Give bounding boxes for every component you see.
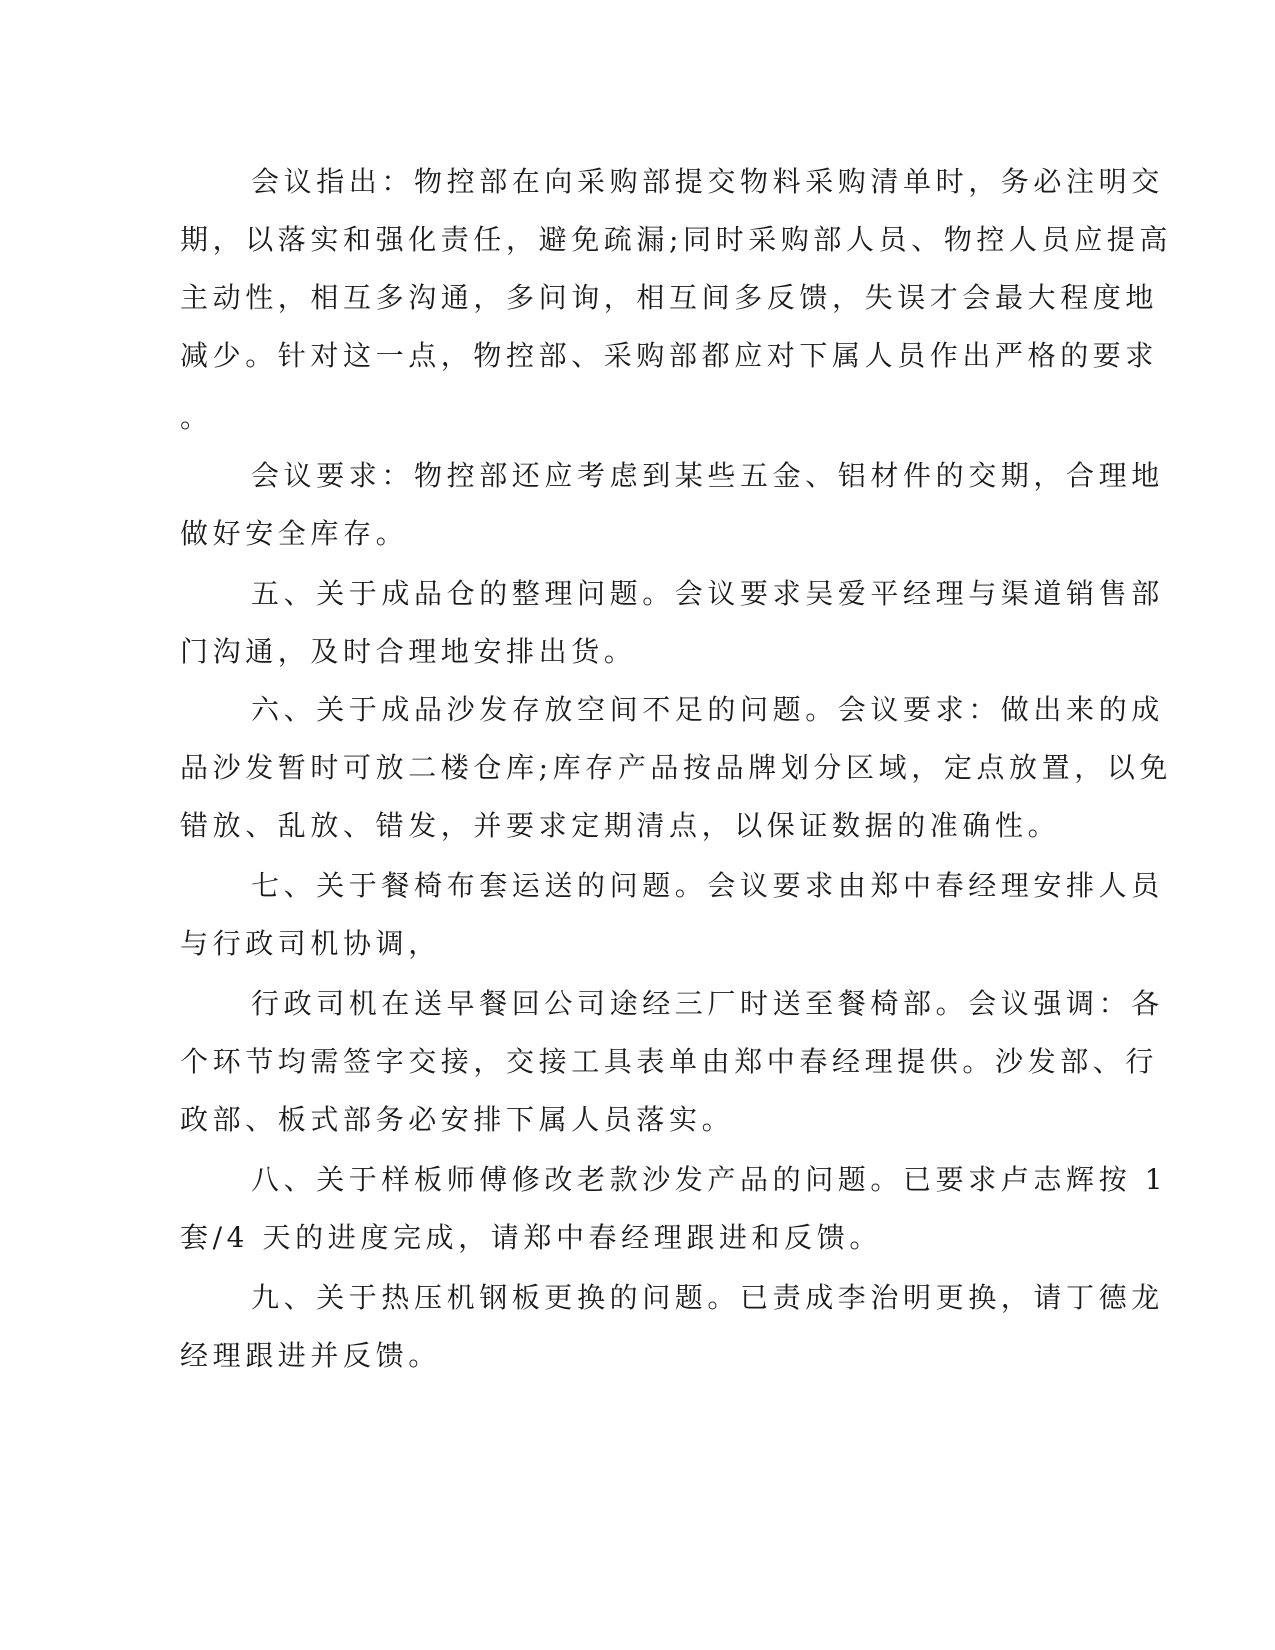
paragraph-line: 会议要求：物控部还应考虑到某些五金、铝材件的交期，合理地	[251, 459, 1164, 492]
paragraph-line: 政部、板式部务必安排下属人员落实。	[180, 1103, 735, 1136]
paragraph-line: 六、关于成品沙发存放空间不足的问题。会议要求：做出来的成	[251, 693, 1164, 726]
paragraph-line: 做好安全库存。	[180, 517, 409, 550]
paragraph-line: 五、关于成品仓的整理问题。会议要求吴爱平经理与渠道销售部	[251, 577, 1164, 610]
paragraph-line: 个环节均需签字交接，交接工具表单由郑中春经理提供。沙发部、行	[180, 1045, 1159, 1078]
paragraph-line: 主动性，相互多沟通，多问询，相互间多反馈，失误才会最大程度地	[180, 281, 1159, 314]
paragraph-line: 会议指出：物控部在向采购部提交物料采购清单时，务必注明交	[251, 165, 1164, 198]
paragraph-line: 八、关于样板师傅修改老款沙发产品的问题。已要求卢志辉按 1	[251, 1163, 1168, 1196]
paragraph-line: 套/4 天的进度完成，请郑中春经理跟进和反馈。	[180, 1221, 882, 1254]
paragraph-line: 。	[180, 401, 213, 434]
paragraph-line: 期，以落实和强化责任，避免疏漏;同时采购部人员、物控人员应提高	[180, 223, 1173, 256]
paragraph-line: 七、关于餐椅布套运送的问题。会议要求由郑中春经理安排人员	[251, 869, 1164, 902]
paragraph-line: 经理跟进并反馈。	[180, 1339, 441, 1372]
paragraph-line: 减少。针对这一点，物控部、采购部都应对下属人员作出严格的要求	[180, 339, 1159, 372]
paragraph-line: 品沙发暂时可放二楼仓库;库存产品按品牌划分区域，定点放置，以免	[180, 751, 1173, 784]
paragraph-line: 错放、乱放、错发，并要求定期清点，以保证数据的准确性。	[180, 809, 1061, 842]
paragraph-line: 行政司机在送早餐回公司途经三厂时送至餐椅部。会议强调：各	[251, 987, 1164, 1020]
paragraph-line: 与行政司机协调，	[180, 927, 441, 960]
paragraph-line: 九、关于热压机钢板更换的问题。已责成李治明更换，请丁德龙	[251, 1281, 1164, 1314]
paragraph-line: 门沟通，及时合理地安排出货。	[180, 635, 637, 668]
